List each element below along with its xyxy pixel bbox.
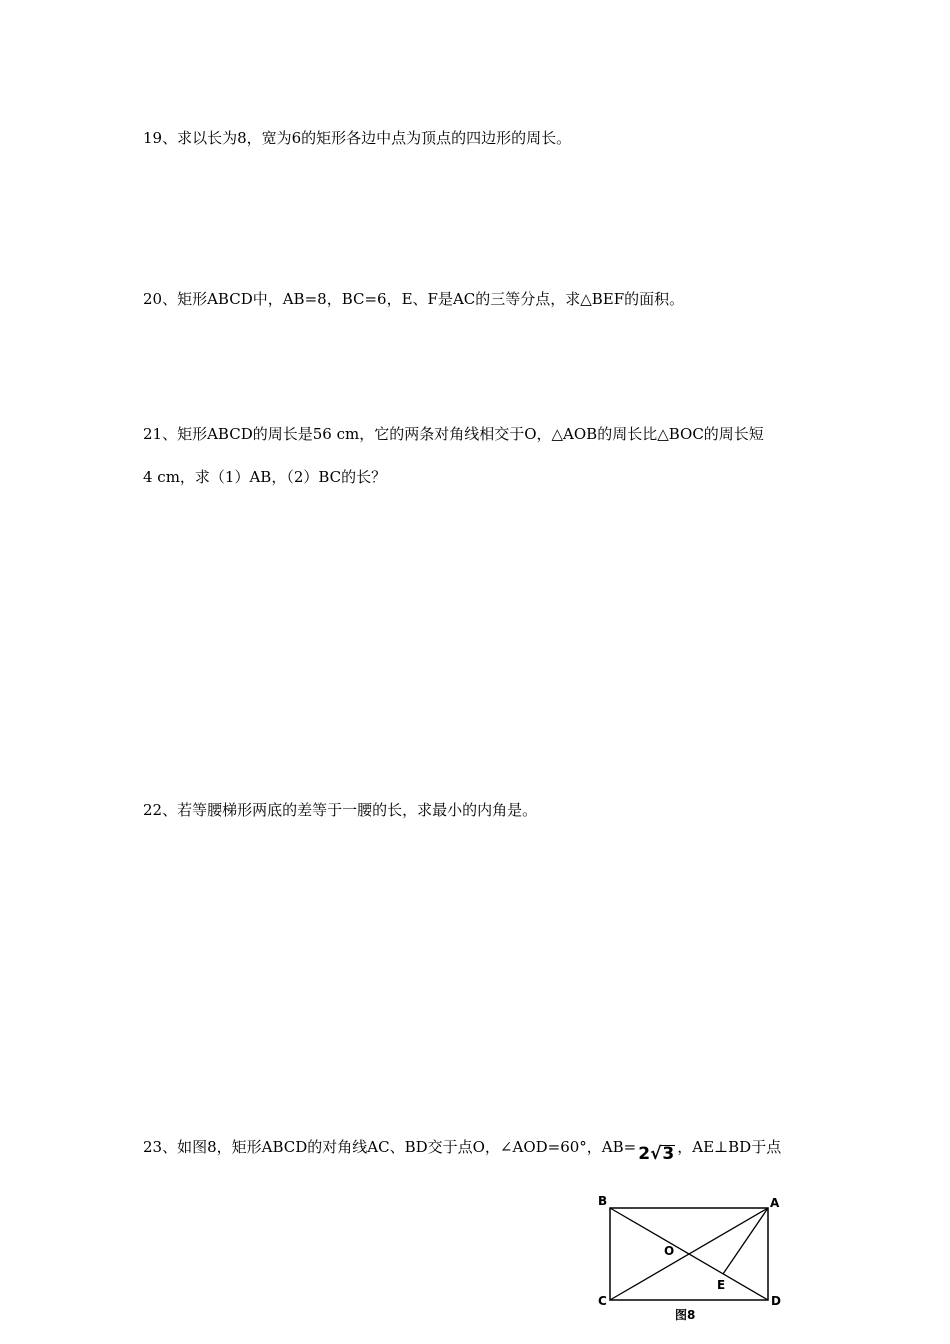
label-e: E: [717, 1278, 726, 1292]
question-19: 19、求以长为8，宽为6的矩形各边中点为顶点的四边形的周长。: [143, 129, 572, 147]
radicand: 3: [662, 1144, 675, 1164]
radical-sign: √: [650, 1144, 662, 1164]
question-20: 20、矩形ABCD中，AB=8，BC=6，E、F是AC的三等分点，求△BEF的面积。: [143, 290, 685, 308]
question-23-text-before: 23、如图8，矩形ABCD的对角线AC、BD交于点O，∠AOD=60°，AB=: [143, 1138, 637, 1156]
label-d: D: [771, 1294, 781, 1308]
figure-caption: 图8: [675, 1308, 696, 1322]
perpendicular-ae: [723, 1208, 768, 1274]
label-c: C: [598, 1294, 607, 1308]
label-a: A: [770, 1196, 780, 1210]
question-21-line-1: 21、矩形ABCD的周长是56 cm，它的两条对角线相交于O，△AOB的周长比△BOC的周长短: [143, 425, 764, 443]
question-21-line-2: 4 cm，求（1）AB，（2）BC的长？: [143, 468, 387, 486]
question-23-text-after: ，AE⊥BD于点: [677, 1138, 782, 1156]
rectangle-diagram: [592, 1188, 792, 1328]
math-expression: [638, 1144, 675, 1164]
label-b: B: [598, 1194, 608, 1208]
coefficient: 2: [638, 1144, 651, 1164]
label-o: O: [664, 1244, 675, 1258]
question-23: [143, 1137, 781, 1164]
figure-8: [592, 1188, 792, 1328]
question-22: 22、若等腰梯形两底的差等于一腰的长，求最小的内角是。: [143, 801, 538, 819]
